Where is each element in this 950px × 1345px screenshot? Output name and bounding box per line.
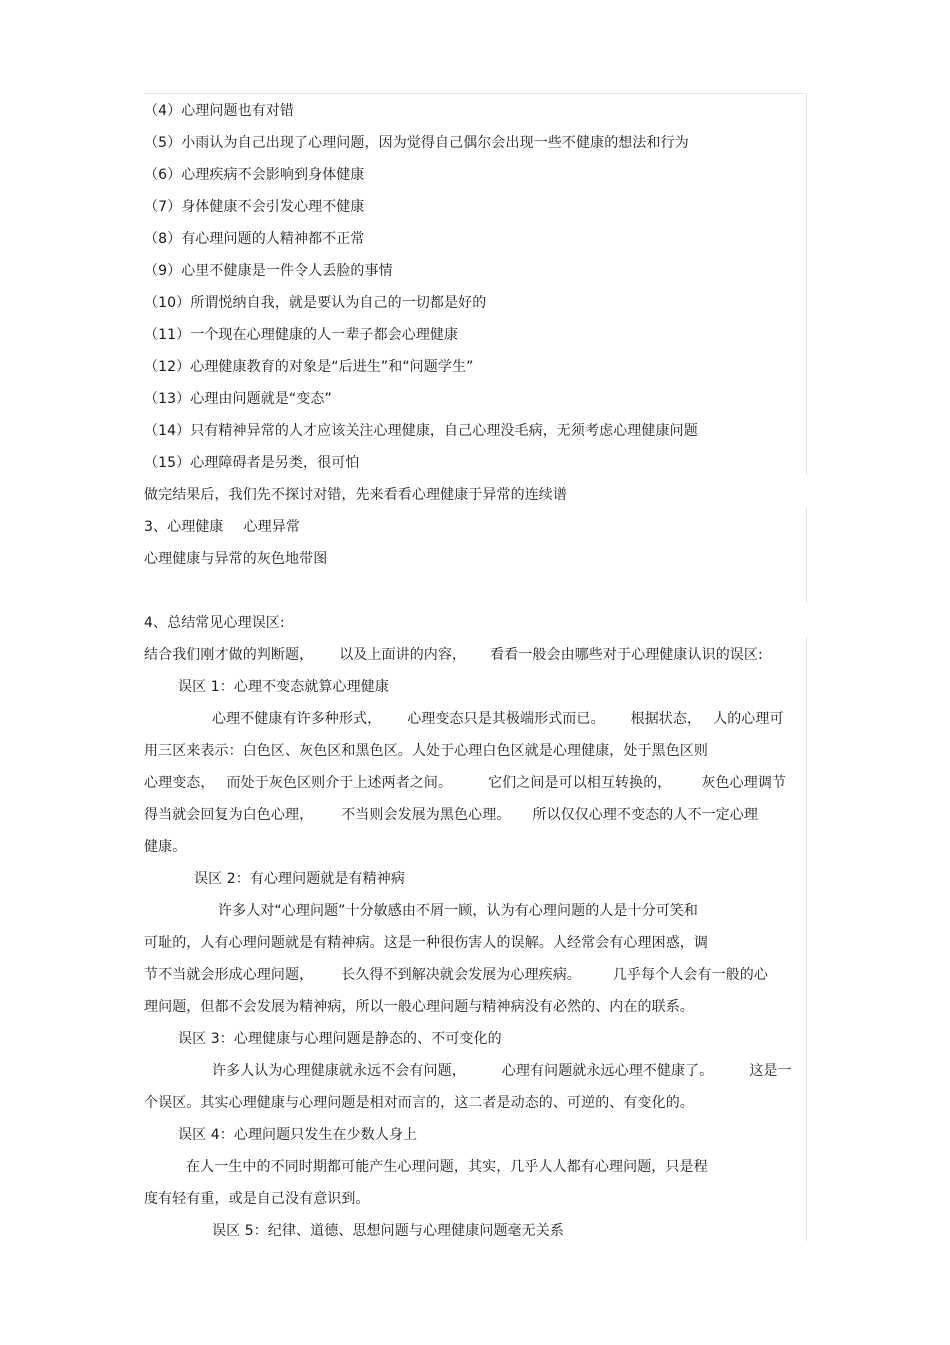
text-part: 这是一 <box>749 1063 792 1079</box>
question-item: （6）心理疾病不会影响到身体健康 <box>144 167 365 183</box>
transition-paragraph: 做完结果后，我们先不探讨对错，先来看看心理健康于异常的连续谱 <box>144 487 567 503</box>
misconception-1-text: 用三区来表示：白色区、灰色区和黑色区。人处于心理白色区就是心理健康，处于黑色区则 <box>144 743 708 759</box>
text-part: 而处于灰色区则介于上述两者之间。 <box>226 775 453 791</box>
misconception-3-text <box>212 1061 792 1081</box>
page-frame-right-rule <box>806 508 807 603</box>
misconception-4-text: 度有轻有重，或是自己没有意识到。 <box>144 1191 370 1207</box>
misconception-5-title: 误区 5：纪律、道德、思想问题与心理健康问题毫无关系 <box>212 1223 564 1239</box>
question-item: （15）心理障碍者是另类，很可怕 <box>144 455 360 471</box>
misconception-2-text: 许多人对“心理问题”十分敏感由不屑一顾，认为有心理问题的人是十分可笑和 <box>218 903 699 919</box>
page-frame-right-rule <box>806 637 807 1241</box>
misconception-1-text <box>144 773 786 793</box>
misconception-3-title: 误区 3：心理健康与心理问题是静态的、不可变化的 <box>178 1031 502 1047</box>
text-part: 长久得不到解决就会发展为心理疾病。 <box>341 967 581 983</box>
misconception-4-text: 在人一生中的不同时期都可能产生心理问题，其实，几乎人人都有心理问题，只是程 <box>186 1159 708 1175</box>
page-frame-top-rule <box>144 93 806 94</box>
text-part: 心理不健康有许多种形式， <box>212 711 382 727</box>
misconception-1-text <box>212 709 784 729</box>
question-item: （5）小雨认为自己出现了心理问题，因为觉得自己偶尔会出现一些不健康的想法和行为 <box>144 135 689 151</box>
section-4-intro <box>144 645 763 665</box>
text-part: 心理变态， <box>144 775 215 791</box>
question-item: （7）身体健康不会引发心理不健康 <box>144 199 365 215</box>
misconception-2-title: 误区 2：有心理问题就是有精神病 <box>194 871 405 887</box>
section-3-label-abnormal: 心理异常 <box>243 519 300 535</box>
misconception-1-text <box>144 805 758 825</box>
misconception-1-text: 健康。 <box>144 839 187 855</box>
misconception-2-text: 理问题，但都不会发展为精神病，所以一般心理问题与精神病没有必然的、内在的联系。 <box>144 999 694 1015</box>
text-part: 节不当就会形成心理问题， <box>144 967 314 983</box>
intro-part: 看看一般会由哪些对于心理健康认识的误区: <box>490 647 763 663</box>
section-3-heading <box>144 517 300 537</box>
question-item: （8）有心理问题的人精神都不正常 <box>144 231 365 247</box>
misconception-2-text <box>144 965 768 985</box>
section-3-label-healthy: 3、心理健康 <box>144 519 224 535</box>
text-part: 心理有问题就永远心理不健康了。 <box>501 1063 714 1079</box>
misconception-3-text: 个误区。其实心理健康与心理问题是相对而言的，这二者是动态的、可逆的、有变化的。 <box>144 1095 694 1111</box>
question-item: （4）心理问题也有对错 <box>144 103 295 119</box>
text-part: 灰色心理调节 <box>701 775 787 791</box>
gray-zone-caption: 心理健康与异常的灰色地带图 <box>144 551 328 567</box>
text-part: 得当就会回复为白色心理， <box>144 807 314 823</box>
misconception-4-title: 误区 4：心理问题只发生在少数人身上 <box>178 1127 418 1143</box>
text-part: 它们之间是可以相互转换的， <box>488 775 672 791</box>
text-part: 几乎每个人会有一般的心 <box>612 967 769 983</box>
question-item: （13）心理由问题就是“变态” <box>144 391 332 407</box>
text-part: 人的心理可 <box>713 711 784 727</box>
question-item: （12）心理健康教育的对象是“后进生”和“问题学生” <box>144 359 474 375</box>
misconception-2-text: 可耻的，人有心理问题就是有精神病。这是一种很伤害人的误解。人经常会有心理困惑，调 <box>144 935 708 951</box>
question-item: （10）所谓悦纳自我，就是要认为自己的一切都是好的 <box>144 295 487 311</box>
text-part: 所以仅仅心理不变态的人不一定心理 <box>532 807 759 823</box>
question-item: （9）心里不健康是一件令人丢脸的事情 <box>144 263 393 279</box>
text-part: 不当则会发展为黑色心理。 <box>341 807 511 823</box>
page-frame-right-rule <box>806 93 807 475</box>
misconception-1-title: 误区 1：心理不变态就算心理健康 <box>178 679 389 695</box>
question-item: （11）一个现在心理健康的人一辈子都会心理健康 <box>144 327 459 343</box>
section-4-heading: 4、总结常见心理误区: <box>144 615 285 631</box>
text-part: 心理变态只是其极端形式而已。 <box>407 711 605 727</box>
intro-part: 以及上面讲的内容， <box>339 647 467 663</box>
intro-part: 结合我们刚才做的判断题， <box>144 647 314 663</box>
text-part: 许多人认为心理健康就永远不会有问题， <box>212 1063 466 1079</box>
text-part: 根据状态， <box>630 711 702 727</box>
question-item: （14）只有精神异常的人才应该关注心理健康，自己心理没毛病，无须考虑心理健康问题 <box>144 423 698 439</box>
